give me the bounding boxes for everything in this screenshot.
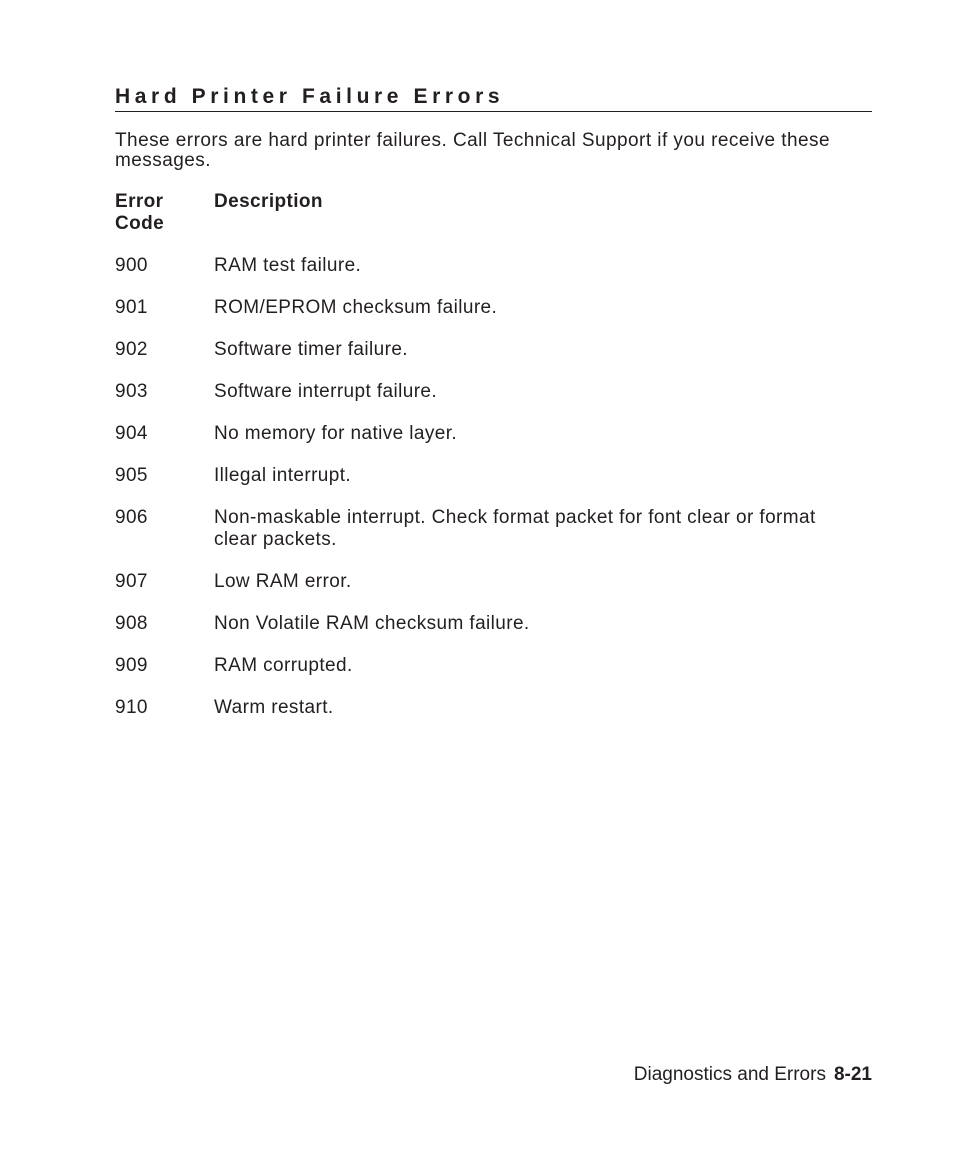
error-code: 906 xyxy=(115,507,148,528)
error-code: 908 xyxy=(115,613,148,634)
error-code: 909 xyxy=(115,655,148,676)
error-description: Non-maskable interrupt. Check format packet for font clear or format clear packets. xyxy=(214,507,816,550)
table-row xyxy=(115,613,872,635)
error-description: Warm restart. xyxy=(214,697,334,718)
error-code: 903 xyxy=(115,381,148,402)
error-code: 910 xyxy=(115,697,148,718)
error-description: ROM/EPROM checksum failure. xyxy=(214,297,498,318)
table-row xyxy=(115,255,872,277)
table-row xyxy=(115,339,872,361)
header-description: Description xyxy=(214,191,323,212)
error-code: 900 xyxy=(115,255,148,276)
error-description: Software timer failure. xyxy=(214,339,408,360)
header-error-code-line2: Code xyxy=(115,213,165,234)
error-code: 901 xyxy=(115,297,148,318)
error-description: No memory for native layer. xyxy=(214,423,458,444)
error-description: Low RAM error. xyxy=(214,571,352,592)
header-error-code-line1: Error xyxy=(115,191,164,212)
error-code: 904 xyxy=(115,423,148,444)
error-description: RAM test failure. xyxy=(214,255,362,276)
header-error-code xyxy=(115,191,205,235)
table-row xyxy=(115,697,872,719)
table-row xyxy=(115,507,872,551)
error-code: 902 xyxy=(115,339,148,360)
document-page xyxy=(115,0,872,1152)
intro-paragraph: These errors are hard printer failures. Call Technical Support if you receive these messages. xyxy=(115,130,830,171)
error-description: Non Volatile RAM checksum failure. xyxy=(214,613,530,634)
table-row xyxy=(115,423,872,445)
table-row xyxy=(115,571,872,593)
page-footer xyxy=(634,1064,872,1086)
error-code-table xyxy=(115,255,872,739)
error-description: RAM corrupted. xyxy=(214,655,353,676)
error-code: 905 xyxy=(115,465,148,486)
error-code: 907 xyxy=(115,571,148,592)
footer-chapter-title: Diagnostics and Errors xyxy=(633,1064,826,1085)
section-title: Hard Printer Failure Errors xyxy=(115,84,872,112)
table-row xyxy=(115,465,872,487)
table-row xyxy=(115,297,872,319)
error-description: Illegal interrupt. xyxy=(214,465,352,486)
table-row xyxy=(115,381,872,403)
error-description: Software interrupt failure. xyxy=(214,381,438,402)
table-row xyxy=(115,655,872,677)
page-number: 8-21 xyxy=(833,1064,872,1085)
